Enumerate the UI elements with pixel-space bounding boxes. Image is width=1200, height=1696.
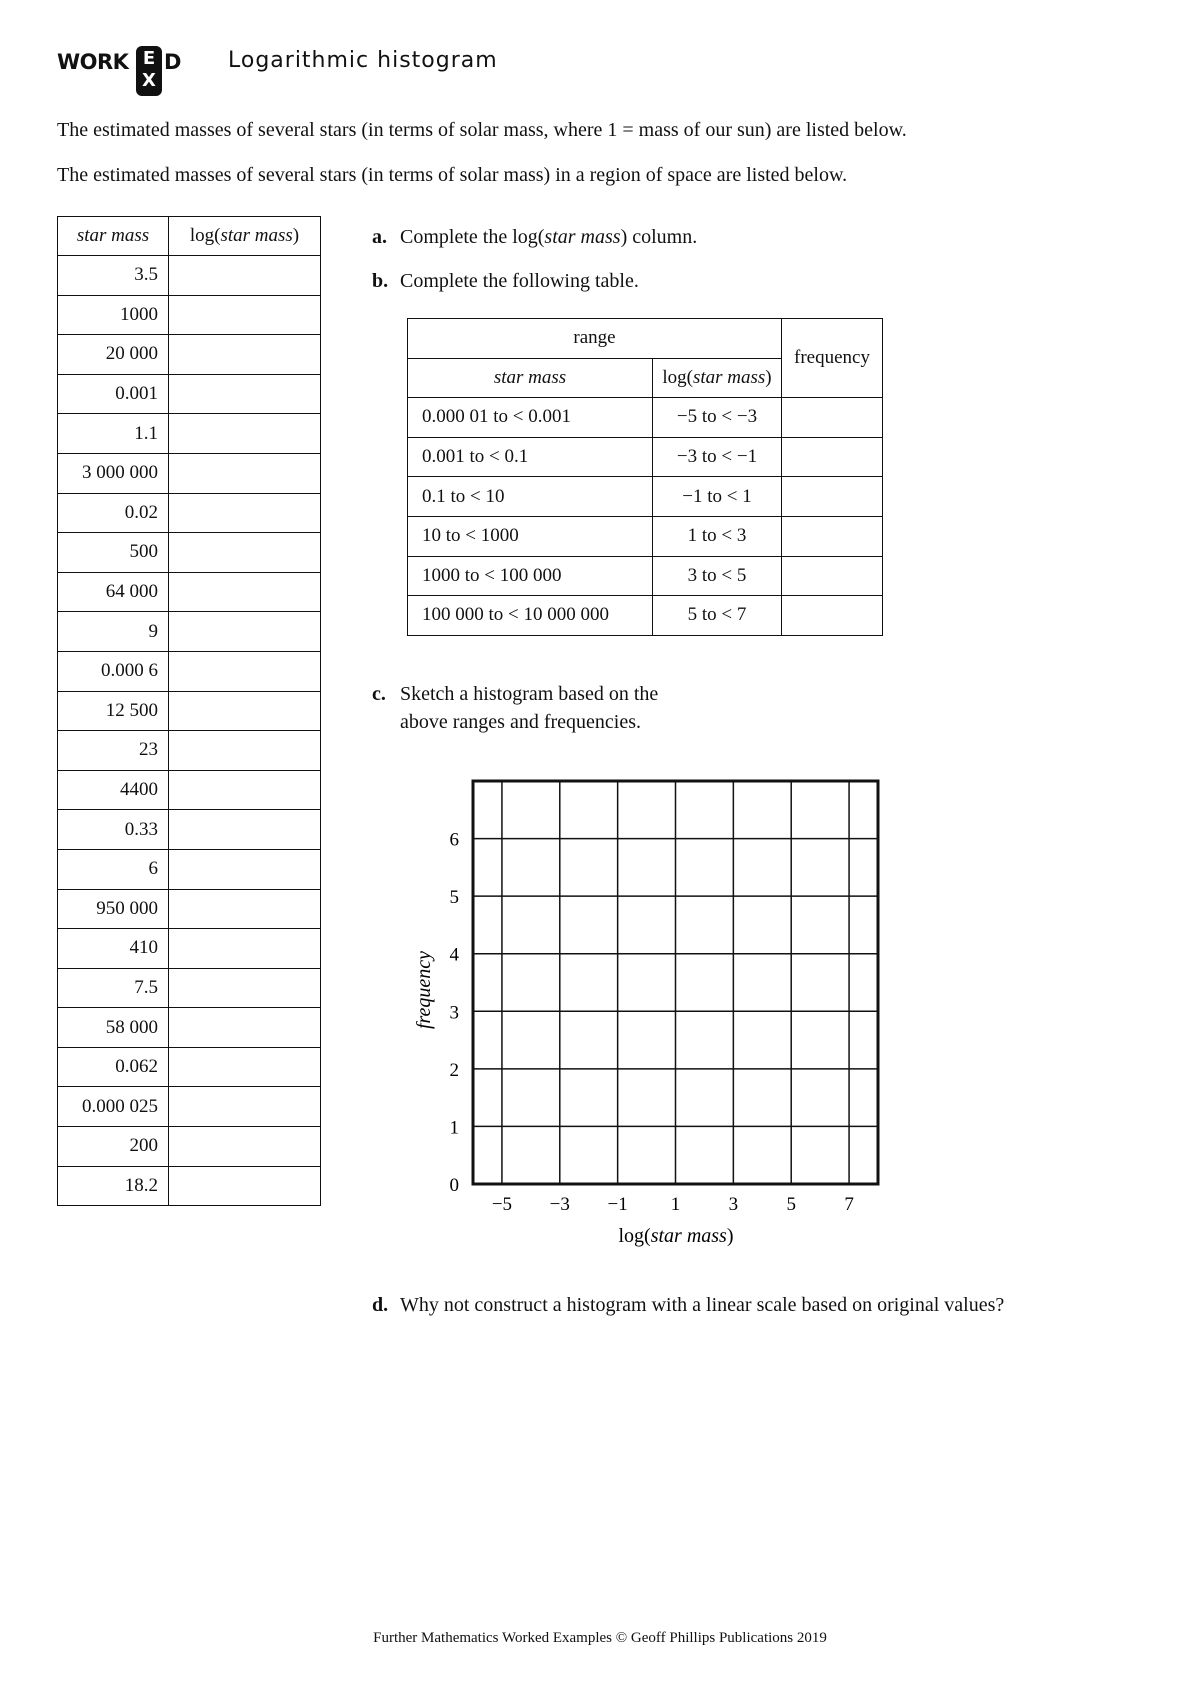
star-mass-cell: 3 000 000	[58, 453, 169, 493]
logo-letter-d: D	[164, 50, 182, 74]
star-mass-cell: 58 000	[58, 1008, 169, 1048]
y-tick-label: 3	[449, 1002, 459, 1024]
star-mass-cell: 6	[58, 849, 169, 889]
star-mass-cell: 3.5	[58, 256, 169, 296]
page-title: Logarithmic histogram	[228, 48, 498, 73]
range-star-mass-cell: 0.001 to < 0.1	[408, 437, 653, 477]
question-b: b. Complete the following table.	[372, 270, 639, 292]
intro-line-1: The estimated masses of several stars (in terms of solar mass, where 1 = mass of our sun) are listed below.	[57, 119, 907, 141]
star-mass-cell: 18.2	[58, 1166, 169, 1206]
range-log-cell: 1 to < 3	[653, 516, 782, 556]
star-mass-cell: 0.02	[58, 493, 169, 533]
range-log-header: log(star mass)	[653, 358, 782, 398]
range-star-mass-cell: 0.000 01 to < 0.001	[408, 398, 653, 438]
range-star-mass-cell: 0.1 to < 10	[408, 477, 653, 517]
star-mass-cell: 7.5	[58, 968, 169, 1008]
x-tick-label: 5	[786, 1194, 796, 1215]
star-mass-cell: 500	[58, 533, 169, 573]
x-axis-label: log(star mass)	[618, 1225, 734, 1247]
y-tick-label: 6	[449, 829, 459, 851]
range-star-mass-cell: 1000 to < 100 000	[408, 556, 653, 596]
x-tick-label: −1	[607, 1194, 628, 1215]
x-tick-label: −3	[549, 1194, 570, 1215]
star-mass-cell: 950 000	[58, 889, 169, 929]
range-log-cell: −5 to < −3	[653, 398, 782, 438]
star-mass-cell: 0.000 6	[58, 651, 169, 691]
log-star-mass-header: log(star mass)	[169, 217, 321, 256]
x-tick-label: 1	[670, 1194, 681, 1215]
star-mass-cell: 200	[58, 1127, 169, 1167]
y-tick-label: 5	[449, 887, 459, 909]
star-mass-cell: 12 500	[58, 691, 169, 731]
star-mass-cell: 4400	[58, 770, 169, 810]
x-tick-label: 7	[844, 1194, 854, 1215]
logo-letter-e: E	[142, 48, 156, 69]
y-axis-label: frequency	[413, 950, 435, 1030]
star-mass-header: star mass	[58, 217, 169, 256]
logo-word: WORK	[57, 50, 129, 74]
intro-line-2: The estimated masses of several stars (in terms of solar mass) in a region of space are listed below.	[57, 164, 848, 186]
range-log-cell: 3 to < 5	[653, 556, 782, 596]
range-header: range	[408, 319, 782, 359]
star-mass-cell: 410	[58, 929, 169, 969]
star-mass-cell: 20 000	[58, 335, 169, 375]
star-mass-cell: 0.001	[58, 374, 169, 414]
star-mass-cell: 0.000 025	[58, 1087, 169, 1127]
star-mass-cell: 0.33	[58, 810, 169, 850]
x-tick-label: −5	[491, 1194, 513, 1215]
star-mass-cell: 1.1	[58, 414, 169, 454]
x-tick-label: 3	[728, 1194, 739, 1215]
y-tick-label: 1	[449, 1117, 459, 1139]
star-mass-cell: 0.062	[58, 1047, 169, 1087]
question-d: d. Why not construct a histogram with a linear scale based on original values?	[372, 1294, 1005, 1316]
star-mass-cell: 9	[58, 612, 169, 652]
range-star-mass-cell: 10 to < 1000	[408, 516, 653, 556]
range-log-cell: 5 to < 7	[653, 596, 782, 636]
logo-letter-x: X	[142, 70, 156, 91]
range-star-mass-header: star mass	[408, 358, 653, 398]
star-mass-cell: 23	[58, 731, 169, 771]
question-a: a. Complete the log(star mass) column.	[372, 226, 698, 248]
star-mass-cell: 1000	[58, 295, 169, 335]
y-tick-label: 4	[449, 944, 459, 966]
y-tick-label: 0	[449, 1175, 459, 1196]
frequency-header: frequency	[782, 319, 883, 398]
range-log-cell: −1 to < 1	[653, 477, 782, 517]
star-mass-cell: 64 000	[58, 572, 169, 612]
footer: Further Mathematics Worked Examples © Geoff Phillips Publications 2019	[373, 1630, 827, 1646]
range-star-mass-cell: 100 000 to < 10 000 000	[408, 596, 653, 636]
y-tick-label: 2	[449, 1059, 459, 1081]
range-log-cell: −3 to < −1	[653, 437, 782, 477]
question-c: c. Sketch a histogram based on the above ranges and frequencies.	[372, 683, 659, 733]
